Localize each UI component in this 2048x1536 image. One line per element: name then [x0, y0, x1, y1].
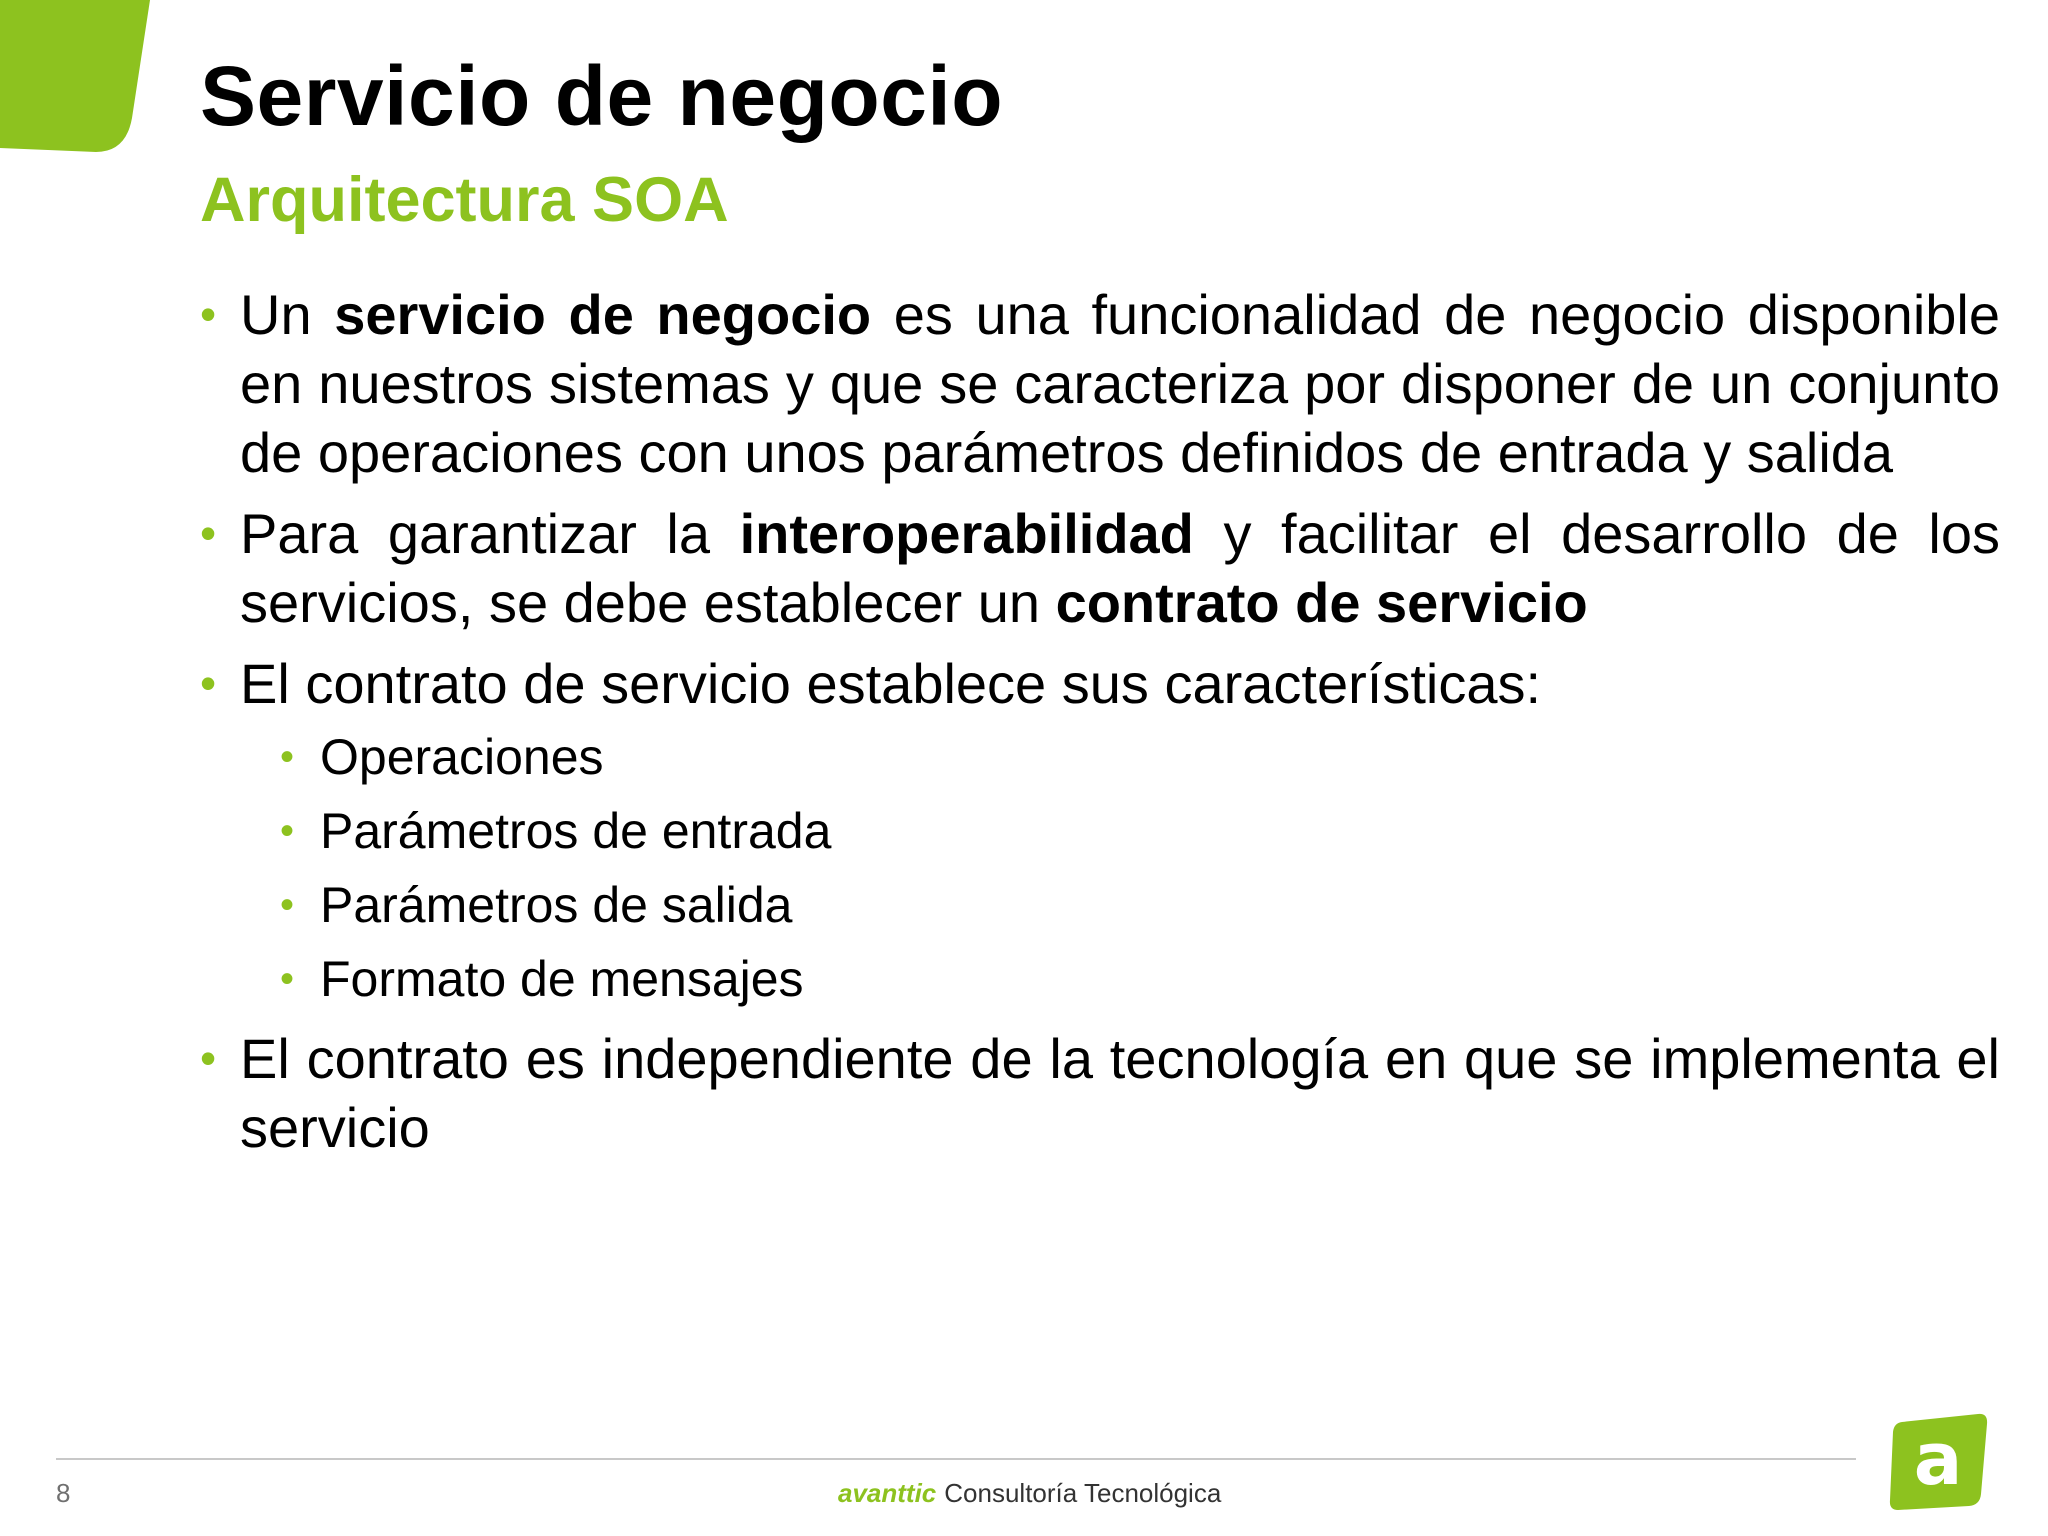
bullet-item	[196, 1024, 2000, 1162]
slide-content	[196, 280, 2000, 1174]
sub-bullet-text: Operaciones	[320, 729, 604, 785]
corner-accent-shape	[0, 0, 160, 160]
slide-subtitle: Arquitectura SOA	[200, 165, 729, 235]
bullet-text-part: es una funcionalidad de negocio disponible en nuestros sistemas y que se caracteriza por disponer de un conjunto de operaciones con unos parámetros definidos de entrada y salida	[240, 283, 2000, 484]
bullet-text-part: Para garantizar la	[240, 502, 740, 565]
sub-bullet-item	[196, 942, 2000, 1016]
sub-bullet-list	[196, 720, 2000, 1016]
bullet-item	[196, 280, 2000, 487]
sub-bullet-item	[196, 794, 2000, 868]
bullet-dot-icon: •	[200, 1032, 217, 1084]
avanttic-logo-icon	[1888, 1410, 1990, 1512]
sub-bullet-item	[196, 868, 2000, 942]
bullet-text: El contrato es independiente de la tecnología en que se implementa el servicio	[240, 1027, 2000, 1159]
bullet-text-part: y facilitar el desarrollo de los servicios, se debe establecer un	[240, 502, 2001, 634]
bullet-item	[196, 649, 2000, 718]
sub-bullet-dot-icon: •	[280, 735, 295, 779]
bullet-item	[196, 499, 2000, 637]
bullet-text: El contrato de servicio establece sus características:	[240, 652, 1542, 715]
bullet-bold-term: servicio de negocio	[334, 283, 872, 346]
footer-brand-name: avanttic	[838, 1478, 937, 1508]
footer-tagline: Consultoría Tecnológica	[944, 1478, 1222, 1508]
bullet-text-part: Un	[240, 283, 335, 346]
page-number: 8	[56, 1478, 71, 1508]
footer-brand	[838, 1478, 1221, 1509]
sub-bullet-text: Parámetros de entrada	[320, 803, 832, 859]
sub-bullet-dot-icon: •	[280, 809, 295, 853]
sub-bullet-item	[196, 720, 2000, 794]
bullet-bold-term: contrato de servicio	[1055, 571, 1588, 634]
logo-letter: a	[1913, 1417, 1963, 1501]
sub-bullet-text: Parámetros de salida	[320, 877, 793, 933]
sub-bullet-text: Formato de mensajes	[320, 951, 804, 1007]
bullet-dot-icon: •	[200, 657, 217, 709]
sub-bullet-dot-icon: •	[280, 883, 295, 927]
bullet-bold-term: interoperabilidad	[739, 502, 1194, 565]
bullet-dot-icon: •	[200, 507, 217, 559]
footer-divider	[56, 1458, 1856, 1460]
bullet-dot-icon: •	[200, 288, 217, 340]
sub-bullet-dot-icon: •	[280, 957, 295, 1001]
slide-title: Servicio de negocio	[200, 49, 1004, 143]
